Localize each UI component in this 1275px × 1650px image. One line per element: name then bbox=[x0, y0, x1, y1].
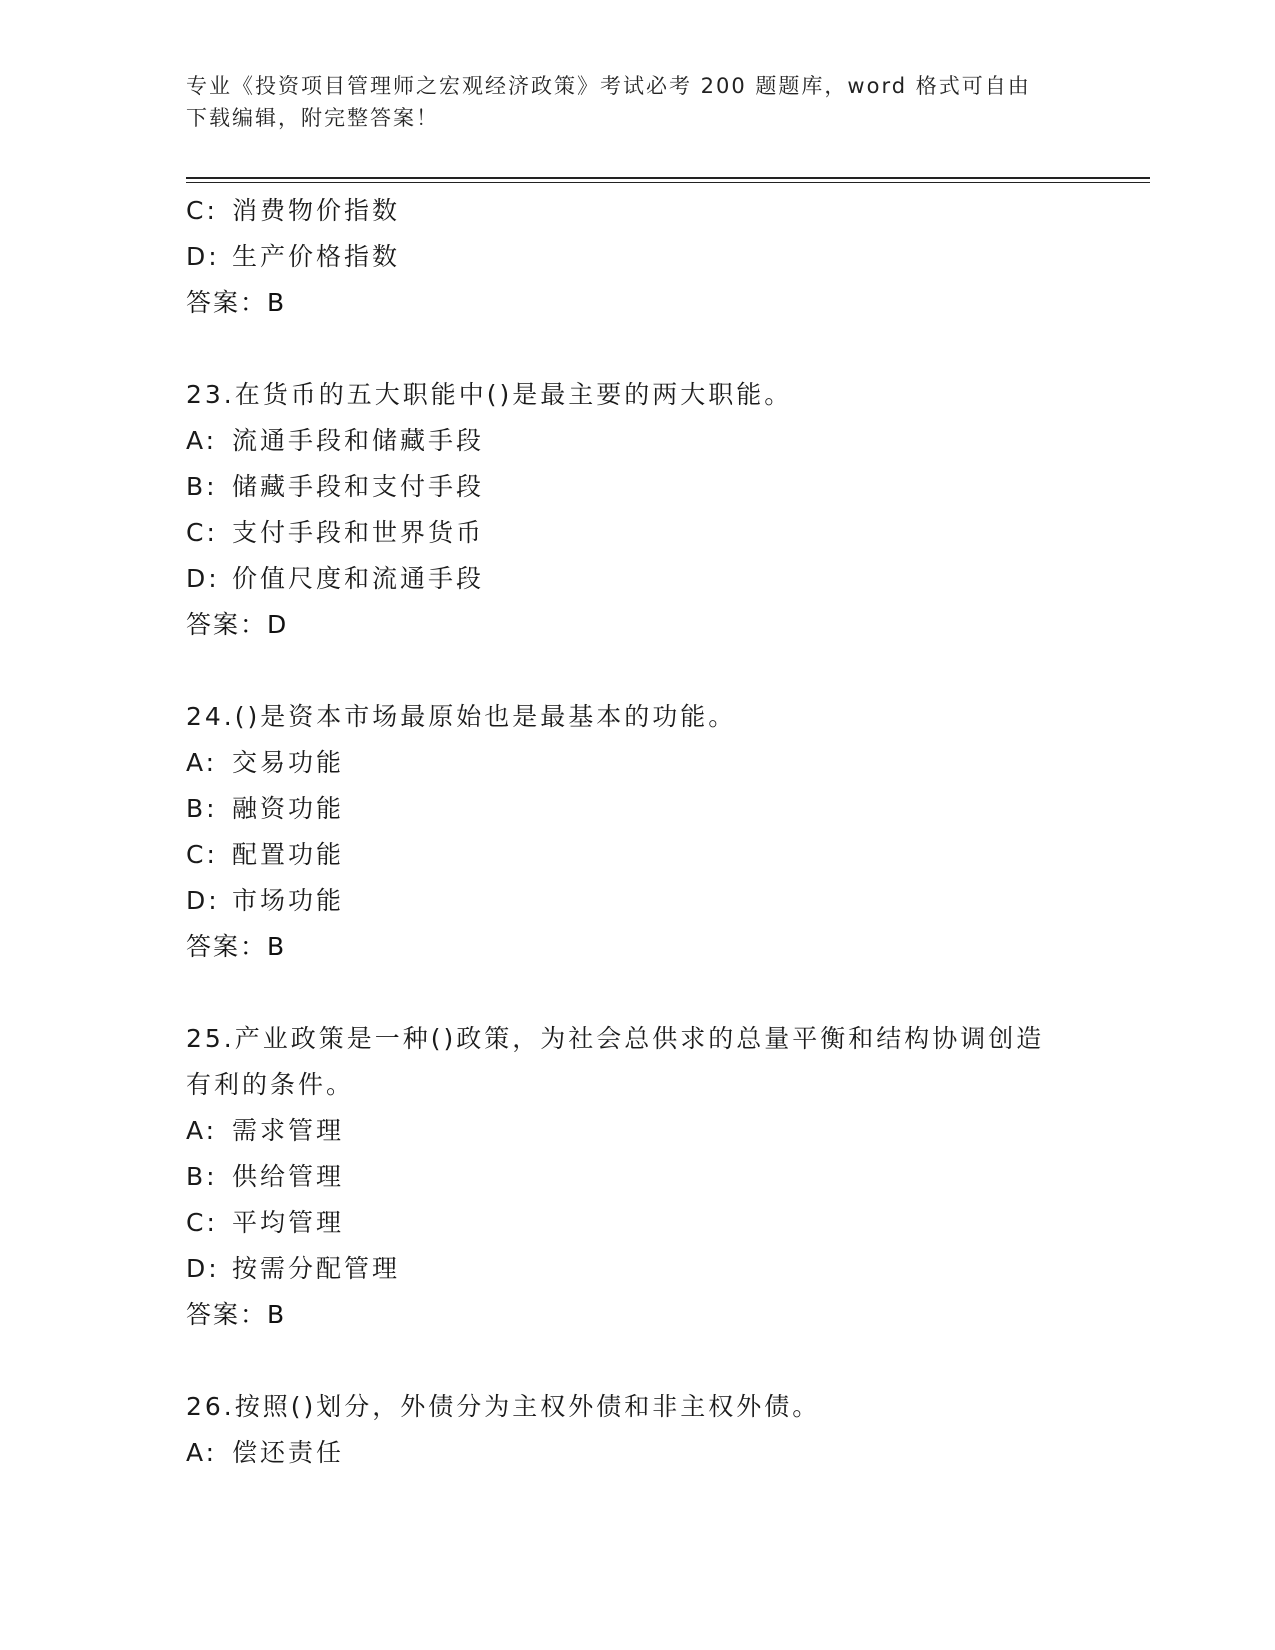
option-letter: B: bbox=[186, 794, 218, 823]
header-line-2: 下载编辑，附完整答案！ bbox=[186, 106, 439, 130]
option-a bbox=[186, 740, 1086, 786]
header-divider bbox=[186, 177, 1150, 179]
option-b bbox=[186, 464, 1086, 510]
question-list bbox=[186, 188, 1086, 1476]
option-a bbox=[186, 1430, 1086, 1476]
option-letter: C: bbox=[186, 840, 218, 869]
question-stem: 24.()是资本市场最原始也是最基本的功能。 bbox=[186, 702, 737, 731]
question-25 bbox=[186, 1016, 1086, 1338]
option-text: 生产价格指数 bbox=[232, 242, 401, 271]
option-text: 消费物价指数 bbox=[232, 196, 401, 225]
option-text: 储藏手段和支付手段 bbox=[232, 472, 485, 501]
header-divider-thin bbox=[186, 182, 1150, 183]
answer-line: 答案：B bbox=[186, 1300, 287, 1329]
answer-line: 答案：D bbox=[186, 610, 289, 639]
option-text: 需求管理 bbox=[232, 1116, 345, 1145]
option-b bbox=[186, 1154, 1086, 1200]
option-d bbox=[186, 556, 1086, 602]
option-c bbox=[186, 510, 1086, 556]
option-letter: A: bbox=[186, 426, 218, 455]
option-letter: A: bbox=[186, 748, 218, 777]
option-text: 流通手段和储藏手段 bbox=[232, 426, 485, 455]
option-text: 按需分配管理 bbox=[232, 1254, 401, 1283]
document-header bbox=[186, 70, 1086, 134]
option-letter: D: bbox=[186, 886, 220, 915]
question-22-tail bbox=[186, 188, 1086, 326]
option-c bbox=[186, 1200, 1086, 1246]
option-letter: B: bbox=[186, 472, 218, 501]
option-text: 交易功能 bbox=[232, 748, 345, 777]
option-text: 配置功能 bbox=[232, 840, 345, 869]
question-24 bbox=[186, 694, 1086, 970]
option-letter: D: bbox=[186, 564, 220, 593]
option-text: 支付手段和世界货币 bbox=[232, 518, 485, 547]
option-a bbox=[186, 1108, 1086, 1154]
option-text: 价值尺度和流通手段 bbox=[232, 564, 485, 593]
option-a bbox=[186, 418, 1086, 464]
option-d bbox=[186, 1246, 1086, 1292]
option-text: 偿还责任 bbox=[232, 1438, 345, 1467]
answer-line: 答案：B bbox=[186, 932, 287, 961]
question-stem: 26.按照()划分，外债分为主权外债和非主权外债。 bbox=[186, 1392, 821, 1421]
option-letter: D: bbox=[186, 242, 220, 271]
option-letter: A: bbox=[186, 1116, 218, 1145]
option-text: 市场功能 bbox=[232, 886, 345, 915]
option-text: 平均管理 bbox=[232, 1208, 345, 1237]
option-d bbox=[186, 878, 1086, 924]
option-c bbox=[186, 188, 1086, 234]
option-b bbox=[186, 786, 1086, 832]
header-line-1: 专业《投资项目管理师之宏观经济政策》考试必考 200 题题库，word 格式可自由 bbox=[186, 74, 1031, 98]
option-letter: C: bbox=[186, 518, 218, 547]
question-26 bbox=[186, 1384, 1086, 1476]
option-letter: C: bbox=[186, 1208, 218, 1237]
option-d bbox=[186, 234, 1086, 280]
option-letter: A: bbox=[186, 1438, 218, 1467]
option-text: 融资功能 bbox=[232, 794, 345, 823]
answer-line: 答案：B bbox=[186, 288, 287, 317]
option-letter: B: bbox=[186, 1162, 218, 1191]
option-letter: D: bbox=[186, 1254, 220, 1283]
question-23 bbox=[186, 372, 1086, 648]
question-stem: 25.产业政策是一种()政策，为社会总供求的总量平衡和结构协调创造 bbox=[186, 1024, 1045, 1053]
option-letter: C: bbox=[186, 196, 218, 225]
question-stem: 23.在货币的五大职能中()是最主要的两大职能。 bbox=[186, 380, 793, 409]
question-stem-continued: 有利的条件。 bbox=[186, 1070, 355, 1099]
option-c bbox=[186, 832, 1086, 878]
option-text: 供给管理 bbox=[232, 1162, 345, 1191]
